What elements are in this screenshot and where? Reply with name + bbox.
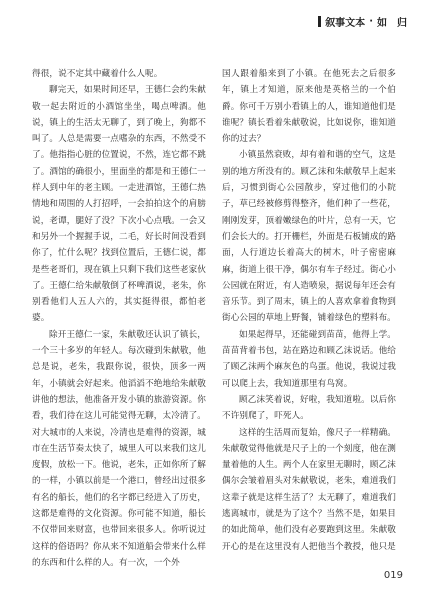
paragraph: 聊完天，如果时间还早，王德仁会约朱献敬一起去附近的小酒馆坐坐，喝点啤酒。他说，镇上的生活太无聊了，到了晚上，狗都不叫了。人总是需要一点嗜杂的东西，不然受不了。他指指心脏的位置说，不然，连它都不跳了。酒馆的确很小，里面坐的都是和王德仁一样人到中年的老主顾。一走进酒馆，王德仁热情地和周围的人打招呼，一会拍拍这个的肩膀说，老谭，腿好了没？下次小心点哦。一会又和另外一个握握手说，二毛，好长时间没看到你了，忙什么呢？找到位置后，王德仁说，都是些老哥们，现在镇上只剩下我们这些老家伙了。王德仁给朱献敬倒了杯啤酒说，老朱，你别看他们人五人六的，其实挺得很，都怕老婆。 [32, 85, 206, 324]
paragraph: 如果起得早，还能碰到苗苗，他得上学。苗苗背着书包，站在路边和顾乙沫说话。他给了顾乙沫两个麻灰色的鸟蛋。他说，我说过我可以爬上去，我知道那里有鸟窝。 [222, 329, 396, 389]
page-number: 019 [383, 570, 403, 581]
paragraph: 顾乙沫笑着说，好啦，我知道啦。以后你不许别爬了，吓死人。 [222, 394, 396, 422]
right-column [222, 66, 396, 568]
header-title: 如 归 [377, 18, 407, 29]
paragraph: 得很，说不定其中藏着什么人呢。 [32, 69, 163, 79]
paragraph: 国人跟着船来到了小镇。在他死去之后很多年，镇上才知道，原来他是英格兰的一个伯爵。你可千万别小看镇上的人，谁知道他们是谁呢？镇长看着朱献敬说，比如说你，谁知道你的过去？ [222, 69, 396, 145]
text-body [32, 66, 396, 568]
paragraph: 除开王德仁一家，朱献敬还认识了镇长，一个三十多岁的年轻人。每次碰到朱献敬，他总是说，老朱，我跟你说，很快，顶多一两年，小镇就会好起来。他滔滔不绝地给朱献敬讲他的想法，他准备开发小镇的旅游资源。你看，我们待在这儿可能觉得无聊，太冷清了。对大城市的人来说，冷清也是难得的资源，城市在生活节奏太快了，城里人可以来我们这儿度假，放松一下。他说，老朱，正如你所了解的一样，小镇以前是一个港口，曾经出过很多有名的船长，他们的名字都已经进入了历史，这都是难得的文化资源。你可能不知道，船长不仅带回来财富，也带回来很多人。你听说过这样的俗语吗？你从来不知道船会带来什么样的东西和什么样的人。有一次，一个外 [32, 329, 206, 568]
header-separator: · [369, 16, 373, 27]
header-section: 叙事文本 [325, 18, 366, 29]
running-header [318, 14, 407, 29]
paragraph: 这样的生活周而复始，像尺子一样精确。朱献敬觉得他就是尺子上的一个刻度，他在测量着他的人生。两个人在家里无聊时，顾乙沫偶尔会皱着眉头对朱献敬说，老朱，难道我们这辈子就是这样生活了？太无聊了，难道我们逃离城市，就是为了这个？当然不是，如果目的如此简单，他们没有必要跑到这里。朱献敬开心的是在这里没有人把他当个教授，他只是 [222, 427, 396, 552]
left-column [32, 66, 206, 568]
paragraph: 小镇虽然衰败，却有着和谐的空气，这是别的地方所没有的。顾乙沫和朱献敬早上起来后，习惯到街心公园散步，穿过他们的小院子，草已经被修剪得整齐，他们种了一些花，刚刚发芽，顶着嫩绿色的叶片，总有一天，它们会长大的。打开栅栏，外面是石板铺成的路面，人行道边长着高大的树木，叶子密密麻麻，街道上很干净，偶尔有车子经过。街心小公园就在附近，有人造喷泉，据说每年还会有音乐节。到了周末，镇上的人喜欢拿着食物到街心公园的草地上野餐，铺着绿色的塑料布。 [222, 150, 396, 324]
header-bar-icon [318, 16, 321, 27]
